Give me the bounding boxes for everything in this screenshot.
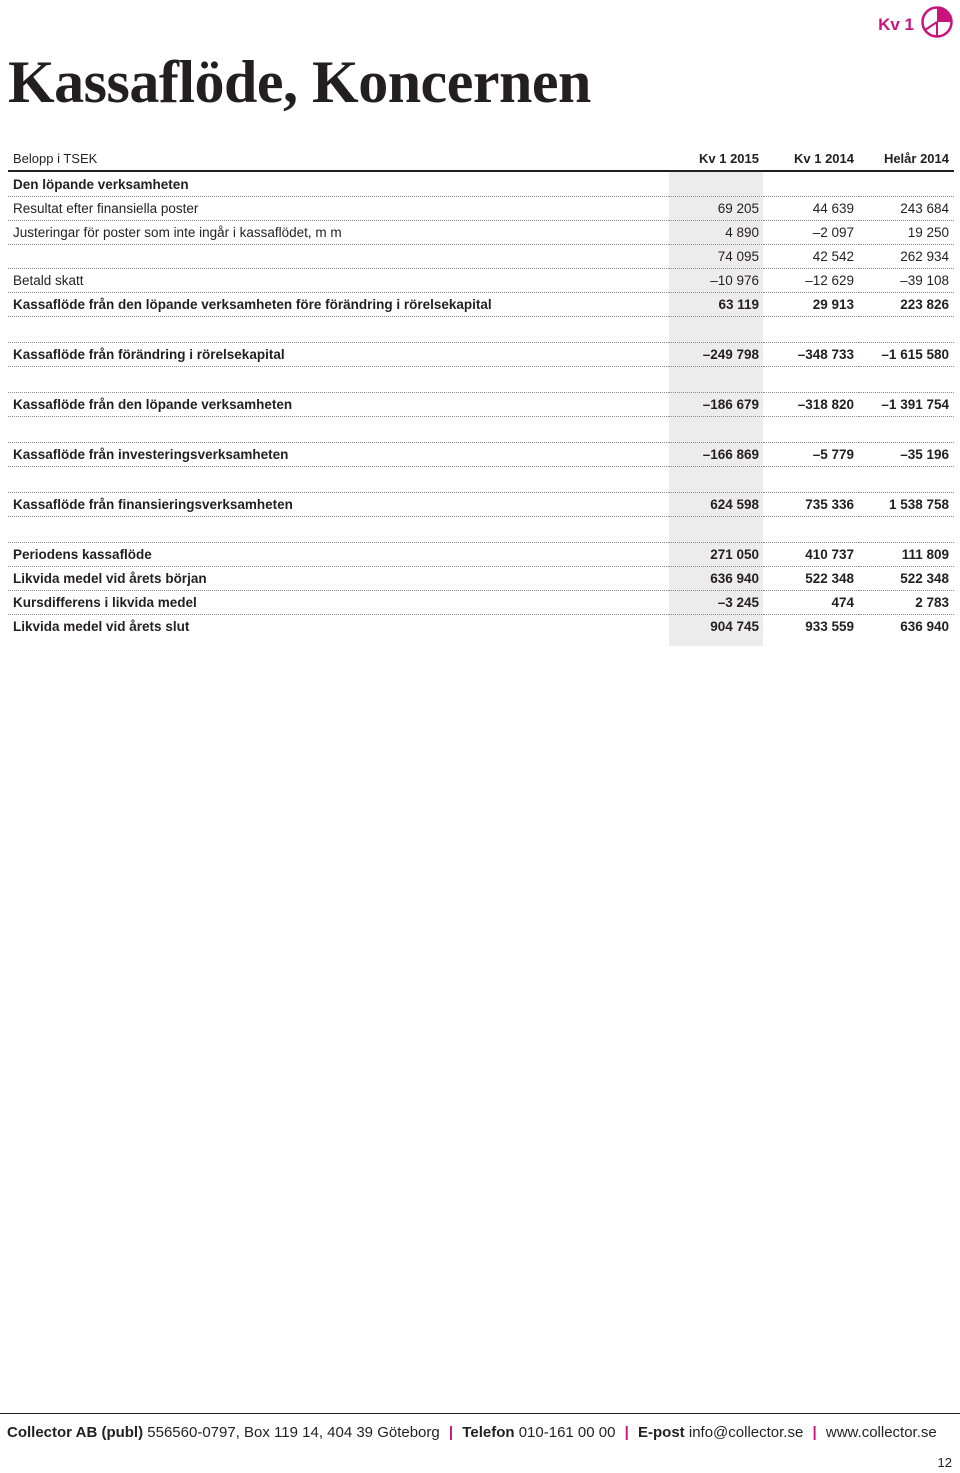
- cash-flow-table: [8, 146, 954, 638]
- row-value: 904 745: [710, 619, 759, 634]
- header-unit: Belopp i TSEK: [8, 146, 669, 171]
- row-value: –1 391 754: [859, 393, 954, 417]
- row-value: –39 108: [859, 269, 954, 293]
- footer-address: 556560-0797, Box 119 14, 404 39 Göteborg: [147, 1424, 440, 1441]
- row-label: Kassaflöde från finansieringsverksamheten: [8, 493, 669, 517]
- row-value: 223 826: [859, 293, 954, 317]
- row-value: –348 733: [764, 343, 859, 367]
- row-value: 29 913: [764, 293, 859, 317]
- row-label: Likvida medel vid årets början: [8, 567, 669, 591]
- row-label: Justeringar för poster som inte ingår i kassaflödet, m m: [8, 221, 669, 245]
- table-row: [8, 171, 954, 197]
- footer-web-link[interactable]: www.collector.se: [825, 1424, 937, 1441]
- row-value: –10 976: [669, 269, 764, 293]
- header-col-q1-2015: Kv 1 2015: [669, 146, 764, 171]
- spacer-row: [8, 317, 954, 343]
- row-value: 1 538 758: [859, 493, 954, 517]
- page-footer: [0, 1413, 960, 1441]
- spacer-row: [8, 367, 954, 393]
- table-row: [8, 543, 954, 567]
- spacer-row: [8, 417, 954, 443]
- row-value: 636 940: [900, 619, 949, 634]
- footer-email-label: E-post: [638, 1424, 685, 1441]
- row-value: –318 820: [764, 393, 859, 417]
- table-row: [8, 269, 954, 293]
- table-row: [8, 343, 954, 367]
- row-value: 4 890: [669, 221, 764, 245]
- page-title: Kassaflöde, Koncernen: [8, 49, 591, 115]
- row-value: –3 245: [669, 591, 764, 615]
- row-value: –12 629: [764, 269, 859, 293]
- row-label: Kursdifferens i likvida medel: [8, 591, 669, 615]
- row-value: 933 559: [805, 619, 854, 634]
- row-label: Periodens kassaflöde: [8, 543, 669, 567]
- row-value: –2 097: [764, 221, 859, 245]
- row-value: 636 940: [669, 567, 764, 591]
- row-value: 410 737: [764, 543, 859, 567]
- row-value: 262 934: [859, 245, 954, 269]
- row-value: 243 684: [859, 197, 954, 221]
- spacer-row: [8, 517, 954, 543]
- table-row: [8, 567, 954, 591]
- row-label: Den löpande verksamheten: [8, 171, 669, 197]
- row-value: 522 348: [764, 567, 859, 591]
- footer-phone: 010-161 00 00: [518, 1424, 616, 1441]
- row-value: –166 869: [669, 443, 764, 467]
- header-col-q1-2014: Kv 1 2014: [764, 146, 859, 171]
- page-number: 12: [937, 1455, 952, 1470]
- footer-separator: |: [448, 1424, 454, 1441]
- table-row: [8, 615, 954, 639]
- row-value: –186 679: [669, 393, 764, 417]
- row-value: –5 779: [764, 443, 859, 467]
- table-header: [8, 146, 954, 171]
- footer-separator: |: [812, 1424, 817, 1441]
- table-row: [8, 221, 954, 245]
- row-label: Betald skatt: [8, 269, 669, 293]
- row-label: Kassaflöde från förändring i rörelsekapital: [8, 343, 669, 367]
- row-value: 735 336: [764, 493, 859, 517]
- table-row: [8, 393, 954, 417]
- row-value: –35 196: [859, 443, 954, 467]
- table-row: [8, 443, 954, 467]
- row-label: Resultat efter finansiella poster: [8, 197, 669, 221]
- row-label: Kassaflöde från investeringsverksamheten: [8, 443, 669, 467]
- row-value: 63 119: [669, 293, 764, 317]
- table-row: [8, 493, 954, 517]
- row-value: 2 783: [859, 591, 954, 615]
- row-value: –249 798: [669, 343, 764, 367]
- row-value: 69 205: [669, 197, 764, 221]
- row-value: 111 809: [859, 543, 954, 567]
- footer-separator: |: [624, 1424, 629, 1441]
- row-value: 624 598: [669, 493, 764, 517]
- quarter-badge: [878, 5, 954, 44]
- table-row: [8, 293, 954, 317]
- footer-contact-line: [7, 1424, 937, 1441]
- row-value: 74 095: [669, 245, 764, 269]
- row-value: 474: [764, 591, 859, 615]
- pie-chart-icon: [920, 5, 954, 44]
- row-value: 44 639: [764, 197, 859, 221]
- spacer-row: [8, 467, 954, 493]
- row-value: 19 250: [859, 221, 954, 245]
- footer-phone-label: Telefon: [462, 1424, 515, 1441]
- header-col-fy-2014: Helår 2014: [859, 146, 954, 171]
- row-value: 271 050: [669, 543, 764, 567]
- quarter-label: Kv 1: [878, 14, 914, 34]
- row-value: 522 348: [859, 567, 954, 591]
- row-label: Likvida medel vid årets slut: [13, 619, 190, 634]
- footer-company: Collector AB (publ): [7, 1424, 144, 1441]
- row-label: [8, 245, 669, 269]
- row-value: –1 615 580: [859, 343, 954, 367]
- table-row: [8, 197, 954, 221]
- table-row: [8, 245, 954, 269]
- row-label: Kassaflöde från den löpande verksamheten: [8, 393, 669, 417]
- table-row: [8, 591, 954, 615]
- row-value: 42 542: [764, 245, 859, 269]
- footer-email-link[interactable]: info@collector.se: [688, 1424, 804, 1441]
- row-label: Kassaflöde från den löpande verksamheten före förändring i rörelsekapital: [8, 293, 669, 317]
